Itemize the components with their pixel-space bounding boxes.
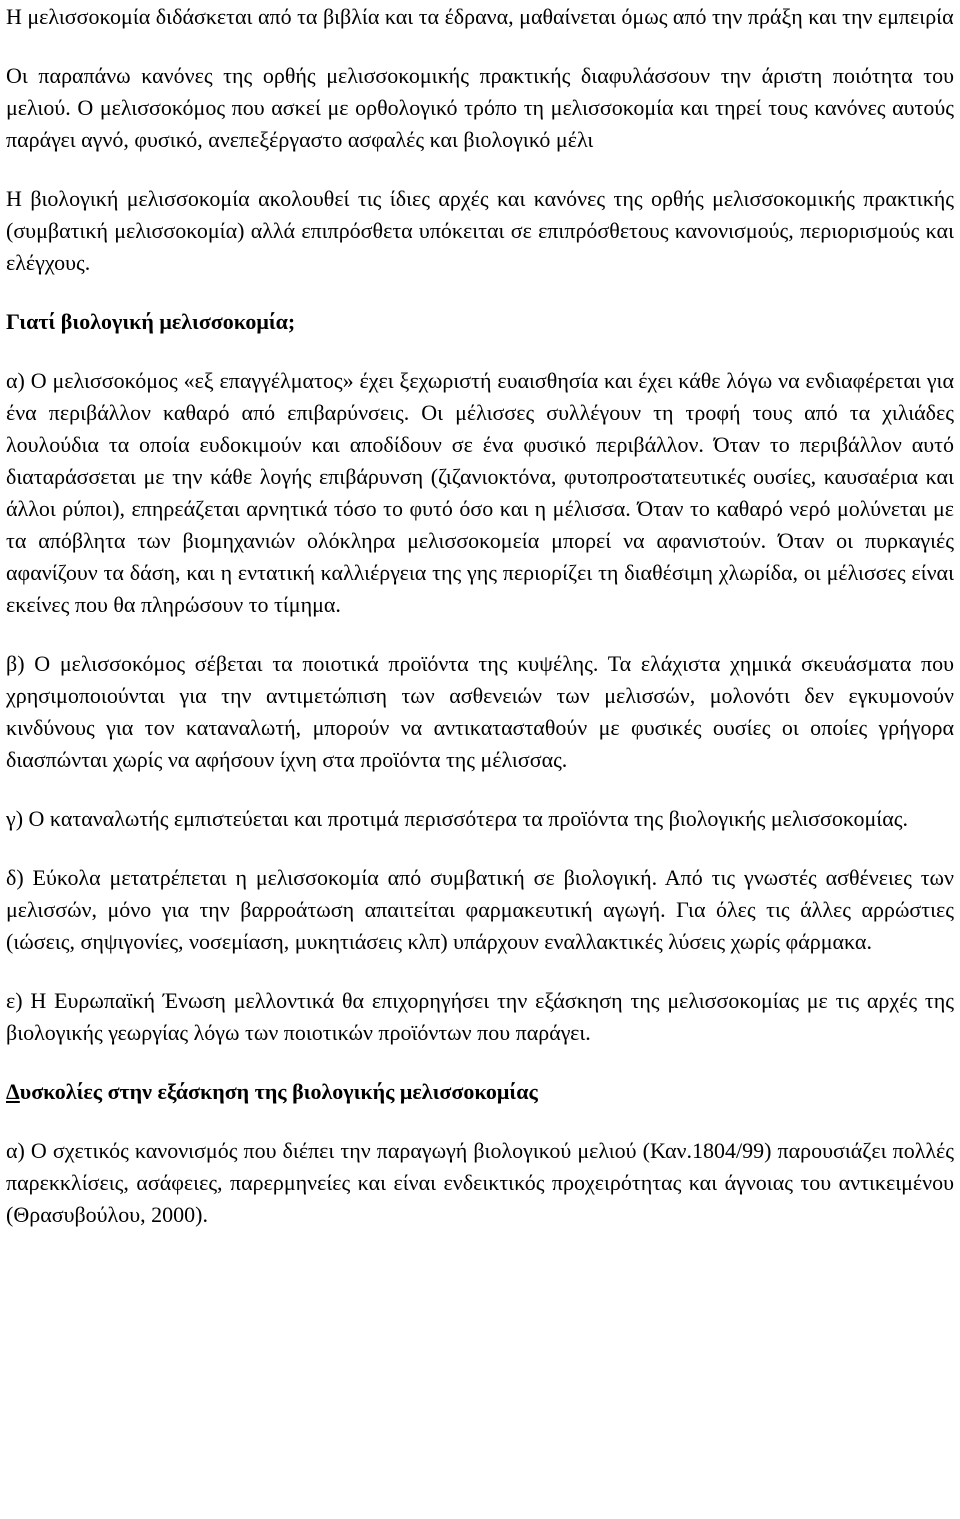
- reason-c-paragraph: γ) Ο καταναλωτής εμπιστεύεται και προτιμά περισσότερα τα προϊόντα της βιολογικής μελισσοκομίας.: [6, 806, 908, 831]
- organic-beekeeping-paragraph: Η βιολογική μελισσοκομία ακολουθεί τις ίδιες αρχές και κανόνες της ορθής μελισσοκομικής πρακτικής (συμβατική μελισσοκομία) αλλά επιπρόσθετα υπόκειται σε επιπρόσθετους κανονισμούς, περιορισμούς και ελέγχους.: [6, 186, 954, 275]
- why-organic-heading: Γιατί βιολογική μελισσοκομία;: [6, 309, 296, 334]
- reason-b-paragraph: β) Ο μελισσοκόμος σέβεται τα ποιοτικά προϊόντα της κυψέλης. Τα ελάχιστα χημικά σκευάσματα που χρησιμοποιούνται για την αντιμετώπιση των ασθενειών των μελισσών, μολονότι δεν εγκυμονούν κινδύνους για τον καταναλωτή, μπορούν να αντικατασταθούν με φυσικές ουσίες οι οποίες γρήγορα διασπώνται χωρίς να αφήσουν ίχνη στα προϊόντα της μέλισσας.: [6, 651, 954, 772]
- reason-a-paragraph: α) Ο μελισσοκόμος «εξ επαγγέλματος» έχει ξεχωριστή ευαισθησία και έχει κάθε λόγω να ενδιαφέρεται για ένα περιβάλλον καθαρό από επιβαρύνσεις. Οι μέλισσες συλλέγουν τη τροφή τους από τα χιλιάδες λουλούδια τα οποία ευδοκιμούν και αποδίδουν σε ένα φυσικό περιβάλλον. Όταν το περιβάλλον αυτό διαταράσσεται με την κάθε λογής επιβάρυνση (ζιζανιοκτόνα, φυτοπροστατευτικές ουσίες, καυσαέρια και άλλοι ρύποι), επηρεάζεται αρνητικά τόσο το φυτό όσο και η μέλισσα. Όταν το καθαρό νερό μολύνεται με τα απόβλητα των βιομηχανιών ολόκληρα μελισσοκομεία μπορεί να αφανιστούν. Όταν οι πυρκαγιές αφανίζουν τα δάση, και η εντατική καλλιέργεια της γης περιορίζει τη διαθέσιμη χλωρίδα, οι μέλισσες είναι εκείνες που θα πληρώσουν το τίμημα.: [6, 368, 954, 617]
- reason-d-paragraph: δ) Εύκολα μετατρέπεται η μελισσοκομία από συμβατική σε βιολογική. Από τις γνωστές ασθένειες των μελισσών, μόνο για την βαρροάτωση απαιτείται φαρμακευτική αγωγή. Για όλες τις άλλες αρρώστιες (ιώσεις, σηψιγονίες, νοσεμίαση, μυκητιάσεις κλπ) υπάρχουν εναλλακτικές λύσεις χωρίς φάρμακα.: [6, 865, 954, 954]
- difficulties-heading-rest: υσκολίες στην εξάσκηση της βιολογικής μελισσοκομίας: [19, 1079, 538, 1104]
- difficulties-heading-initial: Δ: [6, 1079, 20, 1104]
- intro-paragraph: Η μελισσοκομία διδάσκεται από τα βιβλία και τα έδρανα, μαθαίνεται όμως από την πράξη και την εμπειρία: [6, 4, 954, 29]
- rules-paragraph: Οι παραπάνω κανόνες της ορθής μελισσοκομικής πρακτικής διαφυλάσσουν την άριστη ποιότητα του μελιού. Ο μελισσοκόμος που ασκεί με ορθολογικό τρόπο τη μελισσοκομία και τηρεί τους κανόνες αυτούς παράγει αγνό, φυσικό, ανεπεξέργαστο ασφαλές και βιολογικό μέλι: [6, 63, 954, 152]
- reason-e-paragraph: ε) Η Ευρωπαϊκή Ένωση μελλοντικά θα επιχορηγήσει την εξάσκηση της μελισσοκομίας με τις αρχές της βιολογικής γεωργίας λόγω των ποιοτικών προϊόντων που παράγει.: [6, 988, 954, 1045]
- difficulty-a-paragraph: α) Ο σχετικός κανονισμός που διέπει την παραγωγή βιολογικού μελιού (Καν.1804/99) παρουσιάζει πολλές παρεκκλίσεις, ασάφειες, παρερμηνείες και είναι ενδεικτικός προχειρότητας και άγνοιας του αντικειμένου (Θρασυβούλου, 2000).: [6, 1138, 954, 1227]
- difficulties-heading: [6, 1076, 954, 1108]
